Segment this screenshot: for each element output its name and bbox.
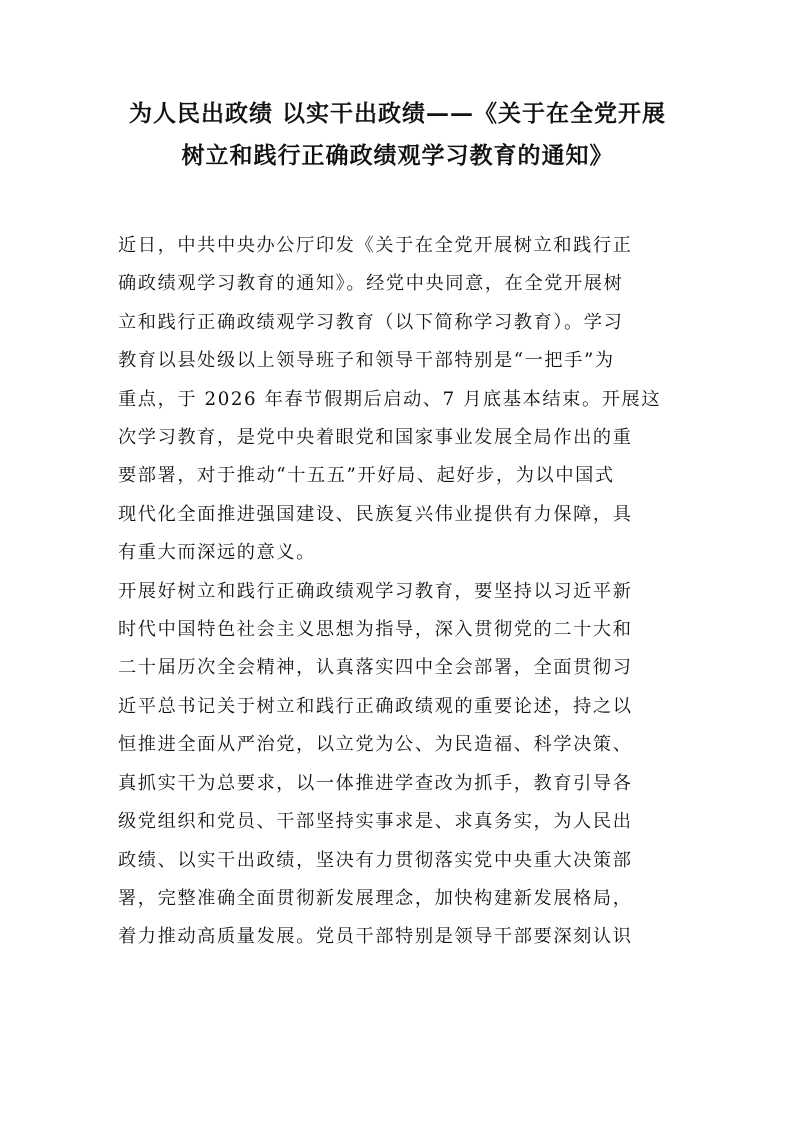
paragraph-line: 有重大而深远的意义。 [118,542,316,564]
paragraph-line: 开展好树立和践行正确政绩观学习教育，要坚持以习近平新 [118,580,633,602]
document-title [120,93,675,177]
paragraph-line: 署，完整准确全面贯彻新发展理念，加快构建新发展格局， [118,887,633,909]
paragraph-line: 教育以县处级以上领导班子和领导干部特别是“一把手”为 [118,350,615,372]
paragraph-line: 级党组织和党员、干部坚持实事求是、求真务实，为人民出 [118,811,633,833]
paragraph-line: 重点，于 2026 年春节假期后启动、7 月底基本结束。开展这 [118,388,662,410]
paragraph-line: 确政绩观学习教育的通知》。经党中央同意，在全党开展树 [118,273,624,295]
paragraph-line: 二十届历次全会精神，认真落实四中全会部署，全面贯彻习 [118,657,633,679]
paragraph-line: 恒推进全面从严治党，以立党为公、为民造福、科学决策、 [118,734,633,756]
paragraph-line: 近日，中共中央办公厅印发《关于在全党开展树立和践行正 [118,235,633,256]
title-line-2: 树立和践行正确政绩观学习教育的通知》 [181,142,614,169]
paragraph-2 [118,573,675,957]
paragraph-line: 真抓实干为总要求，以一体推进学查改为抓手，教育引导各 [118,772,633,794]
paragraph-line: 现代化全面推进强国建设、民族复兴伟业提供有力保障，具 [118,503,633,525]
paragraph-line: 要部署，对于推动“十五五”开好局、起好步，为以中国式 [118,465,615,487]
paragraph-line: 时代中国特色社会主义思想为指导，深入贯彻党的二十大和 [118,619,633,641]
document-body [118,227,675,957]
paragraph-line: 近平总书记关于树立和践行正确政绩观的重要论述，持之以 [118,695,633,717]
title-line-1: 为人民出政绩 以实干出政绩——《关于在全党开展 [128,100,666,127]
paragraph-line: 立和践行正确政绩观学习教育（以下简称学习教育）。学习 [118,311,624,333]
paragraph-1 [118,227,675,573]
paragraph-line: 着力推动高质量发展。党员干部特别是领导干部要深刻认识 [118,926,633,948]
paragraph-line: 政绩、以实干出政绩，坚决有力贯彻落实党中央重大决策部 [118,849,633,871]
paragraph-line: 次学习教育，是党中央着眼党和国家事业发展全局作出的重 [118,427,633,449]
